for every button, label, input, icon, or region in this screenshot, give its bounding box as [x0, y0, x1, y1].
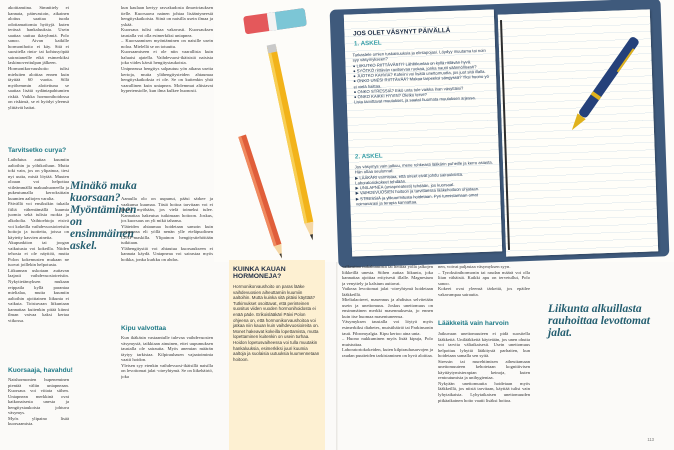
col2-bottom: Kun ikäkäsin vastaantulle tulevaa vaihdevuosien väsymystä, taikkiaan ainuinen, ettei uupumuksen taustalla ole sairautta. Myös anemian määrän täytyy tarkistaa. Kilpirauhasen vajaatoiminta vaatii hoidon. Yleisen syy etenkin vaihdevuosi-ikäisillä naisilla on levottomat jalat -oireyhtymä. Se on liikehäiriö, joka: [121, 335, 213, 379]
heading-curya: Tarvitsetko curya?: [8, 147, 67, 154]
pull-quote-left: Minäkö muka kuorsaan? Myöntäminen on ensimmäinen askel.: [70, 180, 137, 252]
notebook-step1-text: Tarkastele omien tuskaisuuksia ja elintapojasi. Löydyy muutama tai noin syy väsymykseen? ● LIIKUTKO RIITTÄVÄSTI? Lähiliikuntaa on kyllä riittävän hyvä. ● SYÖTKÖ riittävän ravitsevaa ruokaa, jonka nautit säännöllisesti? ● JUOTKO KAHVIA? Kofeiini voi lisätä unettomuutta, jos juot sitä illalla. ● ONKO UNESI RIITTÄVÄÄ? Makaa tarpeeksi sängyssä? Yksi huono yö ei vielä haittaa. ● ONKO STRESSIÄ? Eikö unta tule vaikka ihan väsyttäisi? ● ONKO KAIKKI HYVIN? Oletko terve? Lista tarvittavat muutokset, ja saatat huomata muutoksen arjessa.: [352, 47, 489, 105]
page-number: 113: [647, 437, 654, 442]
col2-mid: Aamulla olo on uupunut, pääsi särkee ja vaakunsa kuumaa. Tästä hoitoa tarvitaan voi ei päästä myöhään, jos vielä toimeksi tulee. Kannattaa hakeutua tutkimaan hoitoon. Joskus, jos kuorsaus on yli mikä tahansa. Yläteiden ahtaumaa hoidetaan samoin kuin uniapneaa eli yöllä nenän ylle eteläpuolinen CPAP-maskilla. Ylipainon hengitystiehöitään tutkitaan. Ylähengitystiä voi ahtautua kuorsaukseen ei kannata käydä. Uniapneaa voi sairastaa myös hoikka, jonka kurkku on ahdas.: [121, 196, 213, 263]
pen-icon: [555, 35, 645, 145]
heading-kipu: Kipu valvottaa: [121, 325, 167, 332]
col1-mid: Laihdutus auttaa kuumiin aaltoihin ja yöhikoiluun. Mutta toki vain, jos on ylipainoa, tiesi nyt uutta, mistä löytää. Muuten oloaan voi helpottaa viileämmällä makuuhuoneella ja pukeutumalla kerroksittain kuumien aaltojen varalta. Päivällä voi ensiksikin tukaila fiiliä vähentämällä kuumia juomia sekä tulisia ruokia ja alkoholia. Vaihtoehtoja etsivä voi kokeilla vaihdevuosioireisiin hoitoja ja tuotteita, joissa on käytetty kasvien aineita. Akupunktion tai joogan vaikutusta voi kokeilla. Niiden tehosta ei ole näyttöä, mutta Polon kokemusten mukaan ne tuovat joillekin helpotusta. Liikunnan uskotaan auttavan laajasti vaihdevuosioireisiin. Nykytietämyksen mukaan reippaila kyllä parantaa mielialaa, mutta kuumiin aaltoihin ajoittainen liikunta ei vaikuta. Toistuvaan liikuntaan kannattaa kuitenkin pitää kiinni ilman vaivaa kaksi kertaa viikossa.: [8, 157, 69, 323]
col1-top: akoittamiina. Simnittely ei kannata, päinvastoin, aikainen aloitus saattaa tuoda odottamattomia hyötyjä. kuten terässä hankaluuksia. Usein saattaa uuttua ikäryhmiä. Polo sanoo. Aivan kaikille hormonihoito ei käy. Sitä ei suositella rinta- tai kohtusyöpää sairastaneille eikä esimerkiksi laskimoveritulpan jälkeen. Hormonikorvaushoito tulisi mieluiten aloittaa ennen kuin täyttää 60 vuotta. Sillä myöhemmin aloitettuna se saattaa lisätä sydäntapahtumien riskiä. Vaikka hormonihoidossa on riskinsä, se ei hyödyt yleensä ylittävät haitat.: [8, 5, 69, 110]
eraser-icon: [240, 6, 312, 36]
col4-top: nen, voivat paljastaa väsymyksen syyn. – Tyroksiinihormonin tai raudan määrä voi olla liian vähäistä. Kaikki apu on tervetullut, Polo sanoo. Kokeet ovat yleensä tärkeitä, jos epäilee vakavampaa sairautta.: [438, 264, 530, 297]
col2-top: kun kaulaan kertyy rasvakudosta ilmavirtauksen tielle. Kuorsaava nainen johtaa lisääntyneestä hengityskatkoista. Siinä on naisilla usein ilmaa ja yskää. Kuorsaus tulisi ottaa vakavasti. Kuorsauksen taustalla voi olla esimerkiksi uniapnea. – Kuorsaamisen myöntäminen on naisille usein noloa. Mielellä se on totuuttu. Kuorsaamiseen ei ole niin vaarallista kuin haluaisi ajatella. Vaihdevuosi-ikäisistä naisista joka viides kärsii hengitystaukoista. Unipneassa hengitys salpautuu yön aikana useita kertoja, mutta ylähengitysteiden ahtaumaa hengityskatkoksia ei ole. Se on kuitenkin yhtä vaarallinen kuin uniapnea. Molemmat altistavat hypertensiolle, kun ilma kulkee huonosti.: [121, 5, 213, 94]
col4-bottom: Jatkuvaan unettomuuteen ei pidä suositella lääkkeitä. Unilääkkeitä käytetään, jos unen ohutta voi tarvita väliaikaisesti. Usein unettomuus helpottuu lyhyttä lääkitystä parhaiten, kun hoidetaan samalla sen syitä. Stressin tai murehtimisen aiheuttamaan unettomuuteen kehotetaan kognitiivisen käyttäytymisterapian keinoja, kuten rentoutumista ja unihygieniaa. Nykyään unettomuutta hoidetaan myös lääkkeillä, jos niistä tarvitaan, käyttää tulisi vain lyhytaikaista. Lyhytaikaisen unettomuuden pitkäaikainen hoito vaatii lisäksi hoitoa.: [438, 331, 530, 403]
notebook-step2: 2. ASKEL: [354, 152, 383, 161]
notebook-step2-text: Jos väsymys vain jatkuu, mene rohkeasti lääkärin puheille ja kerro asiasta. Hän ottaa seulonnat: ▶ LÄÄKÄRI varmistaa, että oireet eivät johdu sairauksista. Laboratoriokokeet tehdään. ▶ UNILAPNEA (uniapneatesti) tehdään, jos kuorsaat. ▶ VAIHDEVUOSIEN hoitoon ja tarvittaessa lääkehoitoon ohjataan. ▶ STRESSIÄ ja ylikuormitusta hoidetaan. Pyri tunnistamaan omat voimavarasi ja terapia kannattaa.: [354, 159, 493, 207]
heading-laakkeita: Lääkkeitä vain harvoin: [438, 320, 509, 327]
col1-bottom: Naishormonien hupeneminen pientää väliin uniapneaan. Kuorsaus voi viitata siihen. Uniapnean merkkinä ovat katkonaisesta unesta ja hengitystaukoista johtuva väsymys. Myös ylipaino lisää kuorsaamista.: [8, 377, 69, 427]
sidebar-box-text: Hormonikorvaushoito on paras lääke vaihdevuosien aiheuttamiin kuumiin aaltoihin. Mutta kuinka sitä pitäisi käyttää? Tutkimukset osoittavat, että perinteinen suositus viiden vuoden hormonihoidosta ei enää päde. Erikoislääkäri Päivi Polon ohjeena on, että hormonikorvaushoitoa voi jatkaa niin kauan kuin vaihdevuosioireita on. Monet hakeavat kokeilla lopettamista, mutta lopettaminen kuitenkin on usein turhaa. Hoidon lopetusvaiheessa voi tulla muutakin hankaluuksia, esimerkiksi juuri kuumia aaltoja ja suolaisia uutuuksia kuumennetaan hoitoon.: [233, 284, 320, 362]
heading-kuorsaaja: Kuorsaaja, havahdu!: [8, 367, 73, 374]
col3-top: valkeuttaa nukahtamista tai heittää yöllä jalkojen liikkeillä unesta. Siihen auttaa liikunta, joka kannattaa ajoittaa erityisesti illalle. Magnesium ja venyttely ja kalsium auttavat. Vaikeaa levottomat jalat -oireyhtymä hoidetaan lääkkeillä. Mielialaoireet, masennus ja ahdistus selvitetään usein ja unettomuus. Joskus unettomuus on ensimmäinen merkki masennuksesta, jo ennen kuin itse huomaa masentuneensa. Väsymyksen taustalla voi löytyä myös esimerkiksi diabetes, muistihäiriö tai Parkinsonin tauti. Fibromyalgia. Kipu kertoo aina unta. – Huono nukkuminen myös lisää kipuja, Polo muistuttaa. Laboratoriokokeiden, kuten kilpirauhasarvojen ja raudan puutteiden tarkistaminen on hyvä aloittaa.: [342, 264, 433, 358]
pencil-red-icon: [235, 128, 295, 278]
notebook-title: JOS OLET VÄSYNYT PÄIVÄLLÄ: [352, 27, 451, 38]
sidebar-box-title: KUINKA KAUAN HORMONEJA?: [233, 266, 286, 281]
pull-quote-right: Liikunta alkuillasta rauhoittaa levottomat jalat.: [548, 303, 650, 339]
notebook-step1: 1. ASKEL: [353, 39, 382, 48]
